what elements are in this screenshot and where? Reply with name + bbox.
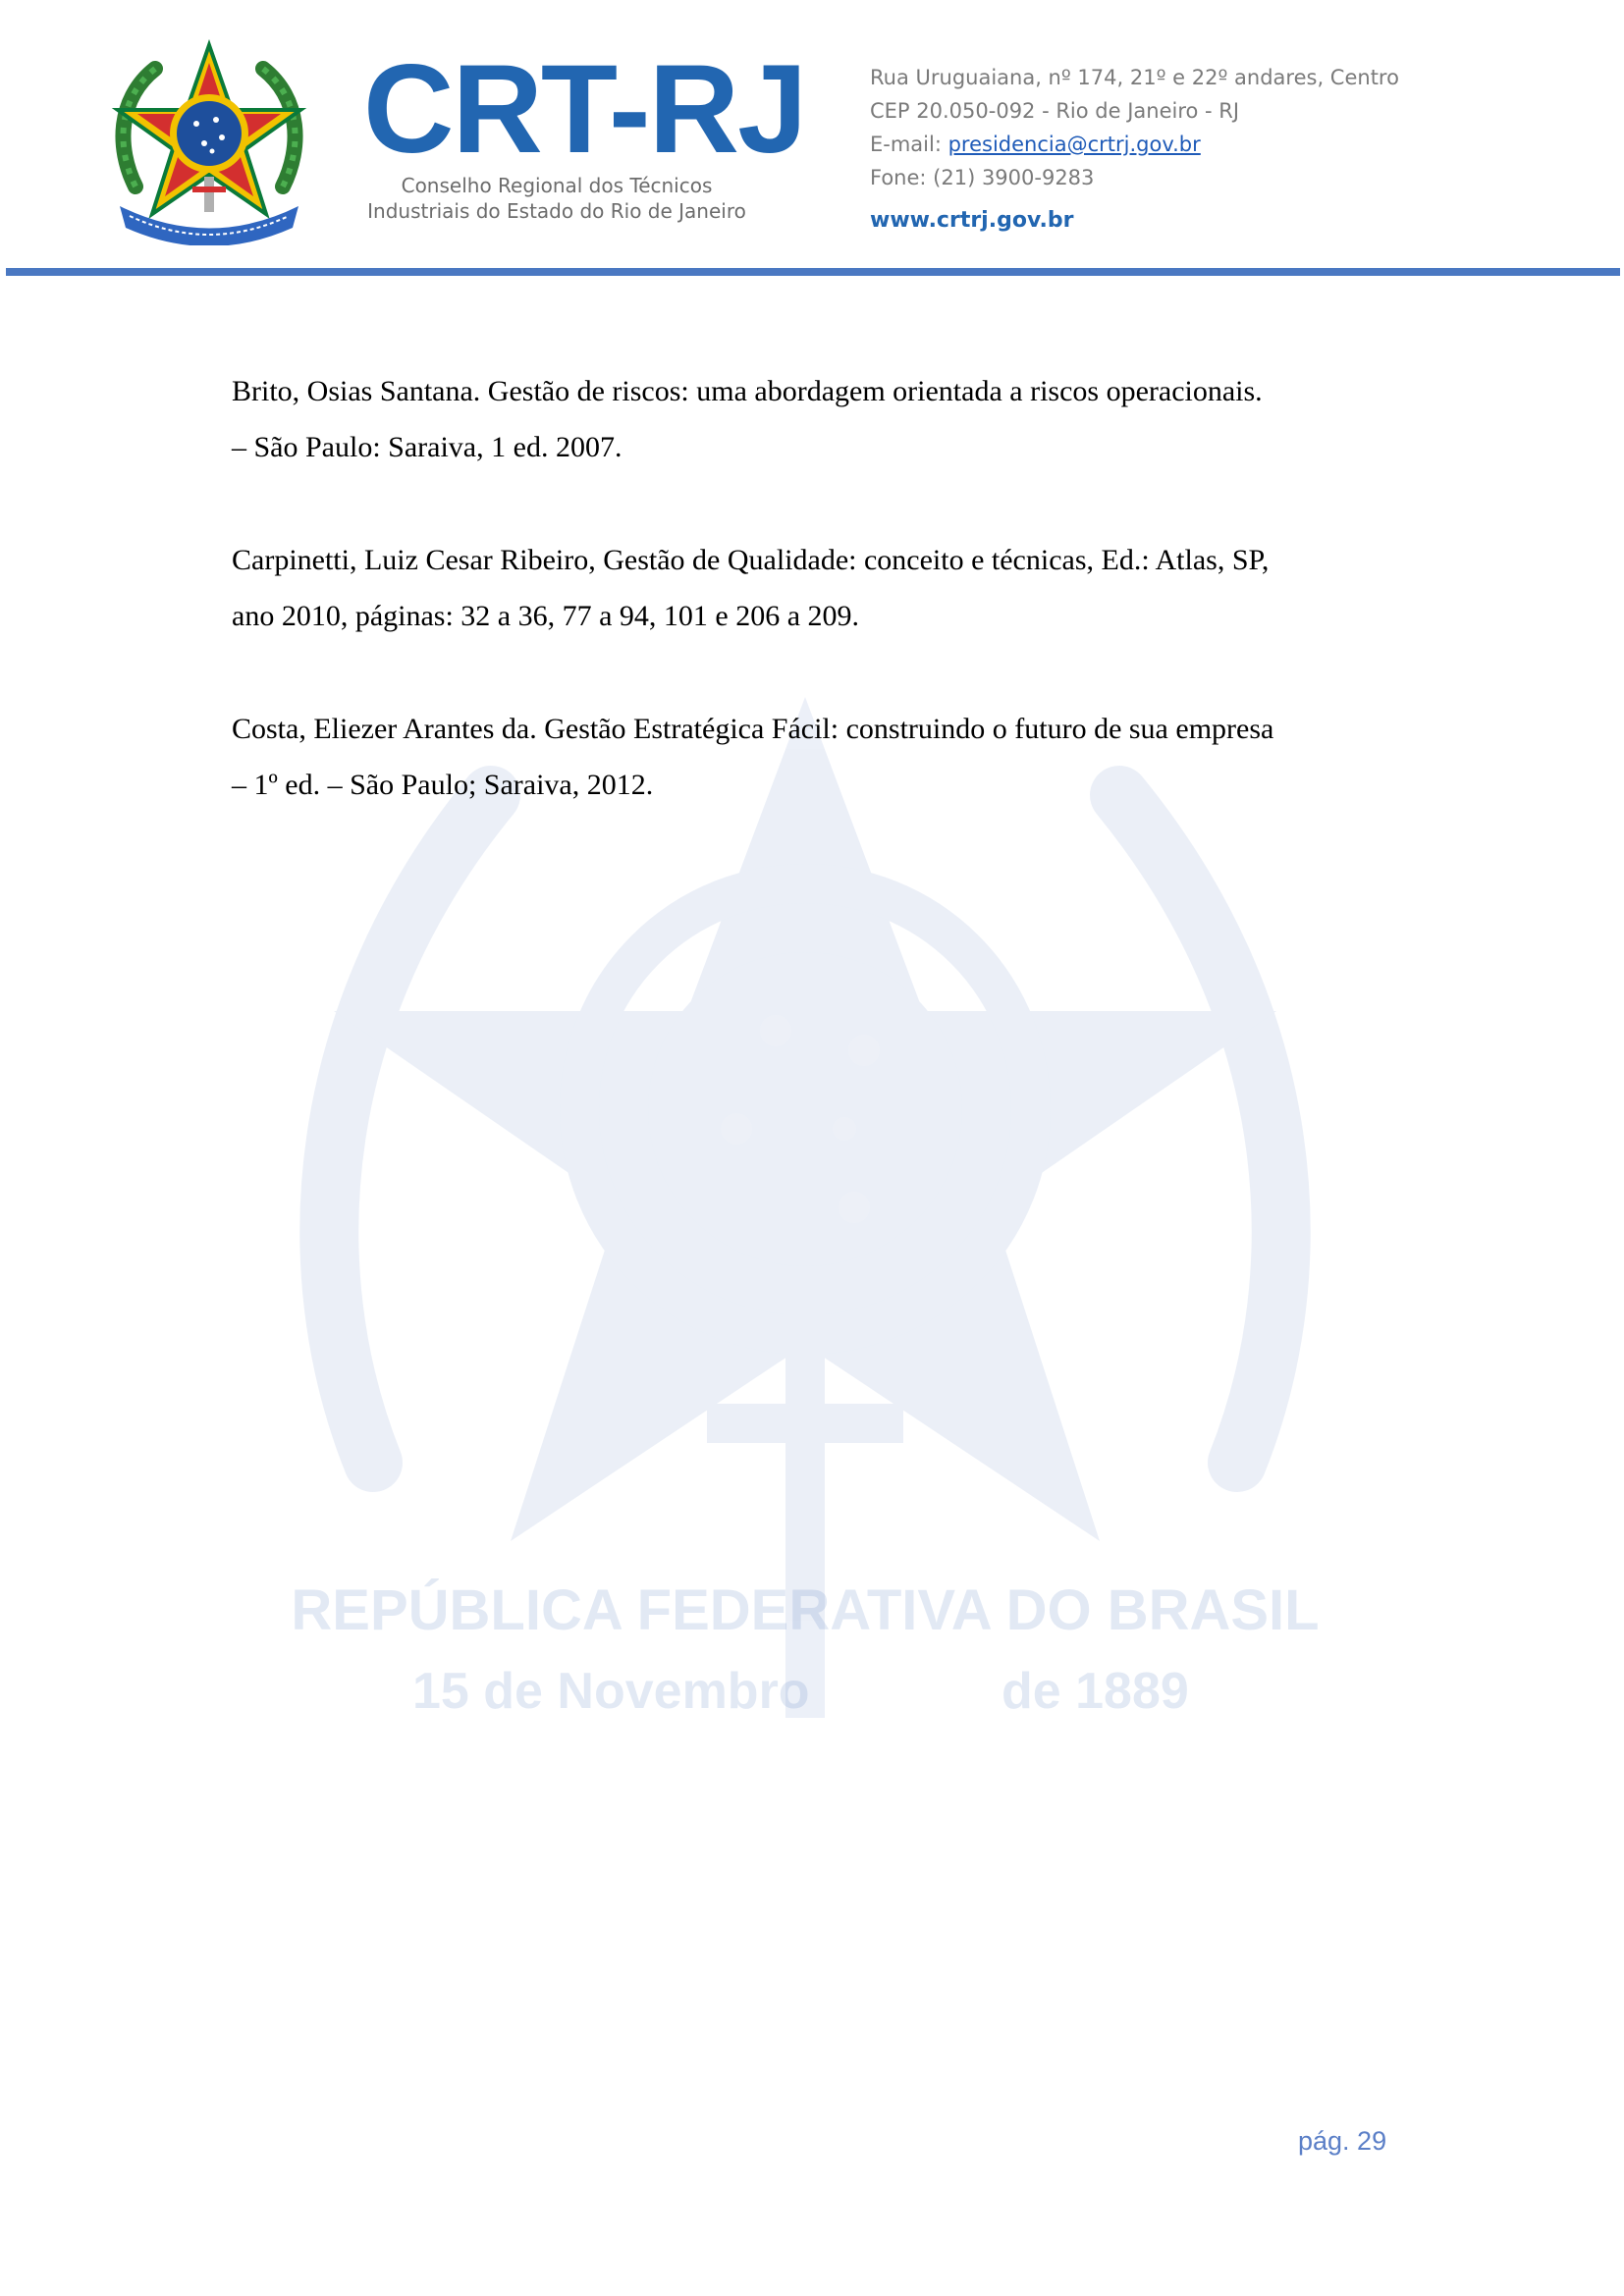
watermark-right-text: de 1889 <box>1001 1663 1189 1720</box>
header-divider <box>6 268 1620 276</box>
reference-line: – São Paulo: Saraiva, 1 ed. 2007. <box>232 431 623 463</box>
email-line <box>870 128 1399 161</box>
crt-rj-logo: CRT-RJ <box>363 39 806 180</box>
coat-of-arms-emblem <box>106 39 312 245</box>
email-label: E-mail: <box>870 133 948 156</box>
council-name-line1: Conselho Regional dos Técnicos <box>401 174 713 197</box>
reference-item <box>232 363 1390 475</box>
council-name <box>365 173 748 224</box>
references-list <box>232 363 1390 870</box>
phone-line: Fone: (21) 3900-9283 <box>870 166 1095 189</box>
reference-line: Costa, Eliezer Arantes da. Gestão Estratégica Fácil: construindo o futuro de sua empresa <box>232 713 1274 745</box>
watermark-left-text: 15 de Novembro <box>412 1663 810 1720</box>
reference-line: Brito, Osias Santana. Gestão de riscos: uma abordagem orientada a riscos operacionais. <box>232 375 1263 407</box>
contact-block <box>870 61 1399 238</box>
reference-line: – 1º ed. – São Paulo; Saraiva, 2012. <box>232 769 654 801</box>
reference-line: ano 2010, páginas: 32 a 36, 77 a 94, 101 e 206 a 209. <box>232 600 860 632</box>
email-link[interactable]: presidencia@crtrj.gov.br <box>947 133 1201 156</box>
council-name-line2: Industriais do Estado do Rio de Janeiro <box>367 199 746 223</box>
reference-item <box>232 532 1390 644</box>
page-number: pág. 29 <box>1298 2126 1387 2156</box>
address-line2: CEP 20.050-092 - Rio de Janeiro - RJ <box>870 99 1240 123</box>
reference-line: Carpinetti, Luiz Cesar Ribeiro, Gestão de Qualidade: conceito e técnicas, Ed.: Atlas, SP, <box>232 544 1270 576</box>
reference-item <box>232 701 1390 813</box>
website-link[interactable]: www.crtrj.gov.br <box>870 208 1074 233</box>
letterhead <box>0 0 1624 280</box>
watermark-arc-text: REPÚBLICA FEDERATIVA DO BRASIL <box>291 1578 1320 1642</box>
address-line1: Rua Uruguaiana, nº 174, 21º e 22º andares, Centro <box>870 66 1399 89</box>
